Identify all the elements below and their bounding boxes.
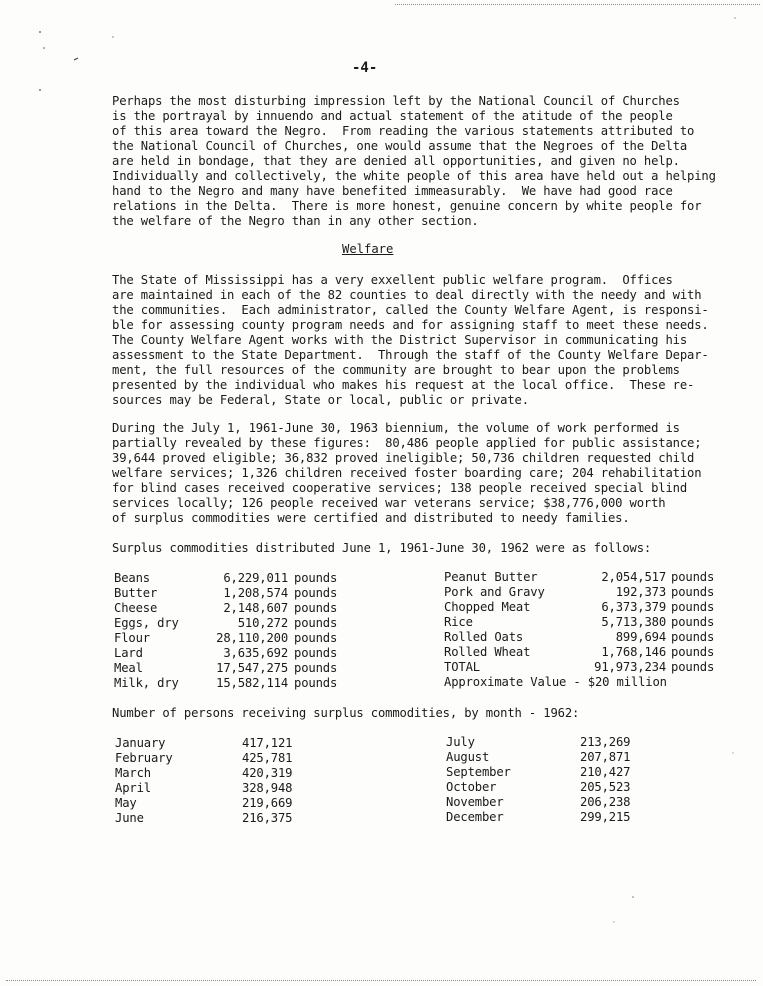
commodity-amount: 899,694: [615, 630, 666, 644]
commodity-item: Meal: [114, 661, 143, 675]
commodity-unit: pounds: [671, 615, 715, 629]
commodity-amount: 1,768,146: [601, 645, 666, 659]
commodity-unit: pounds: [294, 631, 338, 645]
commodity-unit: pounds: [294, 646, 338, 660]
month-count: 216,375: [242, 811, 293, 825]
month-count: 210,427: [580, 765, 631, 779]
month-count: 213,269: [580, 735, 631, 749]
month-count: 425,781: [242, 751, 293, 765]
commodity-item: Pork and Gravy: [444, 585, 545, 599]
commodity-amount: 6,373,379: [601, 600, 666, 614]
month-label: July: [446, 735, 475, 749]
commodity-unit: pounds: [671, 585, 715, 599]
commodity-amount: 28,110,200: [216, 631, 288, 645]
month-label: October: [446, 780, 497, 794]
month-label: March: [115, 766, 151, 780]
month-label: September: [446, 765, 511, 779]
commodity-item: Flour: [114, 631, 150, 645]
commodity-item: Eggs, dry: [114, 616, 179, 630]
month-label: February: [115, 751, 173, 765]
intro-paragraph: Perhaps the most disturbing impression left by the National Council of Churches is the portrayal by innuendo and actual statement of the atitude of the people of this area toward the Negro. From reading the various statements attributed to the National Council of Churches, one would assume that the Negroes of the Delta are held in bondage, that they are denied all opportunities, and given no help. Individually and collectively, the white people of this area have held out a helping hand to the Negro and many have benefited immeasurably. We have had good race relations in the Delta. There is more honest, genuine concern by white people for the welfare of the Negro than in any other section.: [112, 94, 716, 228]
month-count: 417,121: [242, 736, 293, 750]
month-count: 420,319: [242, 766, 293, 780]
commodity-item: Chopped Meat: [444, 600, 531, 614]
commodity-item: Rolled Wheat: [444, 645, 531, 659]
commodity-unit: pounds: [671, 660, 715, 674]
top-edge-dots: [395, 4, 760, 5]
commodity-unit: pounds: [671, 600, 715, 614]
commodity-amount: 2,054,517: [601, 570, 666, 584]
commodity-unit: pounds: [294, 601, 338, 615]
commodity-amount: 510,272: [237, 616, 288, 630]
welfare-paragraph: The State of Mississippi has a very exxellent public welfare program. Offices are maintained in each of the 82 counties to deal directly with the needy and with the communities. Each administrator, called the County Welfare Agent, is responsi- ble for assessing county program needs and for assigning staff to meet these needs. The County Welfare Agent works with the District Supervisor in communicating his assessment to the State Department. Through the staff of the County Welfare Depar- ment, the full resources of the community are brought to bear upon the problems presented by the individual who makes his request at the local office. These re- sources may be Federal, State or local, public or private.: [112, 273, 709, 407]
commodity-unit: pounds: [294, 676, 338, 690]
commodity-amount: 3,635,692: [223, 646, 288, 660]
commodity-item: TOTAL: [444, 660, 480, 674]
month-count: 207,871: [580, 750, 631, 764]
commodity-unit: pounds: [671, 570, 715, 584]
commodity-unit: pounds: [294, 571, 338, 585]
month-label: January: [115, 736, 166, 750]
persons-intro: Number of persons receiving surplus commodities, by month - 1962:: [112, 706, 580, 720]
commodity-item: Lard: [114, 646, 143, 660]
month-count: 219,669: [242, 796, 293, 810]
commodity-amount: 5,713,380: [601, 615, 666, 629]
commodity-item: Peanut Butter: [444, 570, 538, 584]
commodity-amount: 17,547,275: [216, 661, 288, 675]
month-label: August: [446, 750, 490, 764]
month-label: May: [115, 796, 137, 810]
commodity-item: Milk, dry: [114, 676, 179, 690]
commodity-amount: 2,148,607: [223, 601, 288, 615]
surplus-intro: Surplus commodities distributed June 1, 1961-June 30, 1962 were as follows:: [112, 541, 652, 555]
month-label: June: [115, 811, 144, 825]
month-count: 206,238: [580, 795, 631, 809]
commodity-item: Butter: [114, 586, 158, 600]
month-label: April: [115, 781, 151, 795]
biennium-paragraph: During the July 1, 1961-June 30, 1963 biennium, the volume of work performed is partially revealed by these figures: 80,486 people applied for public assistance; 39,644 proved eligible; 36,832 proved ineligible; 50,736 children requested child welfare services; 1,326 children received foster boarding care; 204 rehabilitation for blind cases received cooperative services; 138 people received special blind services locally; 126 people received war veterans service; $38,776,000 worth of surplus commodities were certified and distributed to needy families.: [112, 421, 702, 525]
month-label: November: [446, 795, 504, 809]
commodity-item: Cheese: [114, 601, 158, 615]
commodity-amount: 15,582,114: [216, 676, 288, 690]
commodity-amount: 6,229,011: [223, 571, 288, 585]
commodity-unit: pounds: [294, 616, 338, 630]
commodity-item: Rice: [444, 615, 473, 629]
commodity-item: Approximate Value - $20 million: [444, 675, 667, 689]
commodity-amount: 192,373: [615, 585, 666, 599]
month-count: 205,523: [580, 780, 631, 794]
commodity-unit: pounds: [294, 661, 338, 675]
commodity-unit: pounds: [671, 630, 715, 644]
bottom-edge-dots: [6, 980, 756, 981]
section-heading: Welfare: [342, 242, 394, 256]
commodity-item: Rolled Oats: [444, 630, 524, 644]
month-count: 299,215: [580, 810, 631, 824]
commodity-amount: 91,973,234: [594, 660, 666, 674]
commodity-unit: pounds: [671, 645, 715, 659]
commodity-item: Beans: [114, 571, 150, 585]
commodity-amount: 1,208,574: [223, 586, 288, 600]
commodity-unit: pounds: [294, 586, 338, 600]
page-number: -4-: [352, 60, 378, 76]
month-label: December: [446, 810, 504, 824]
month-count: 328,948: [242, 781, 293, 795]
